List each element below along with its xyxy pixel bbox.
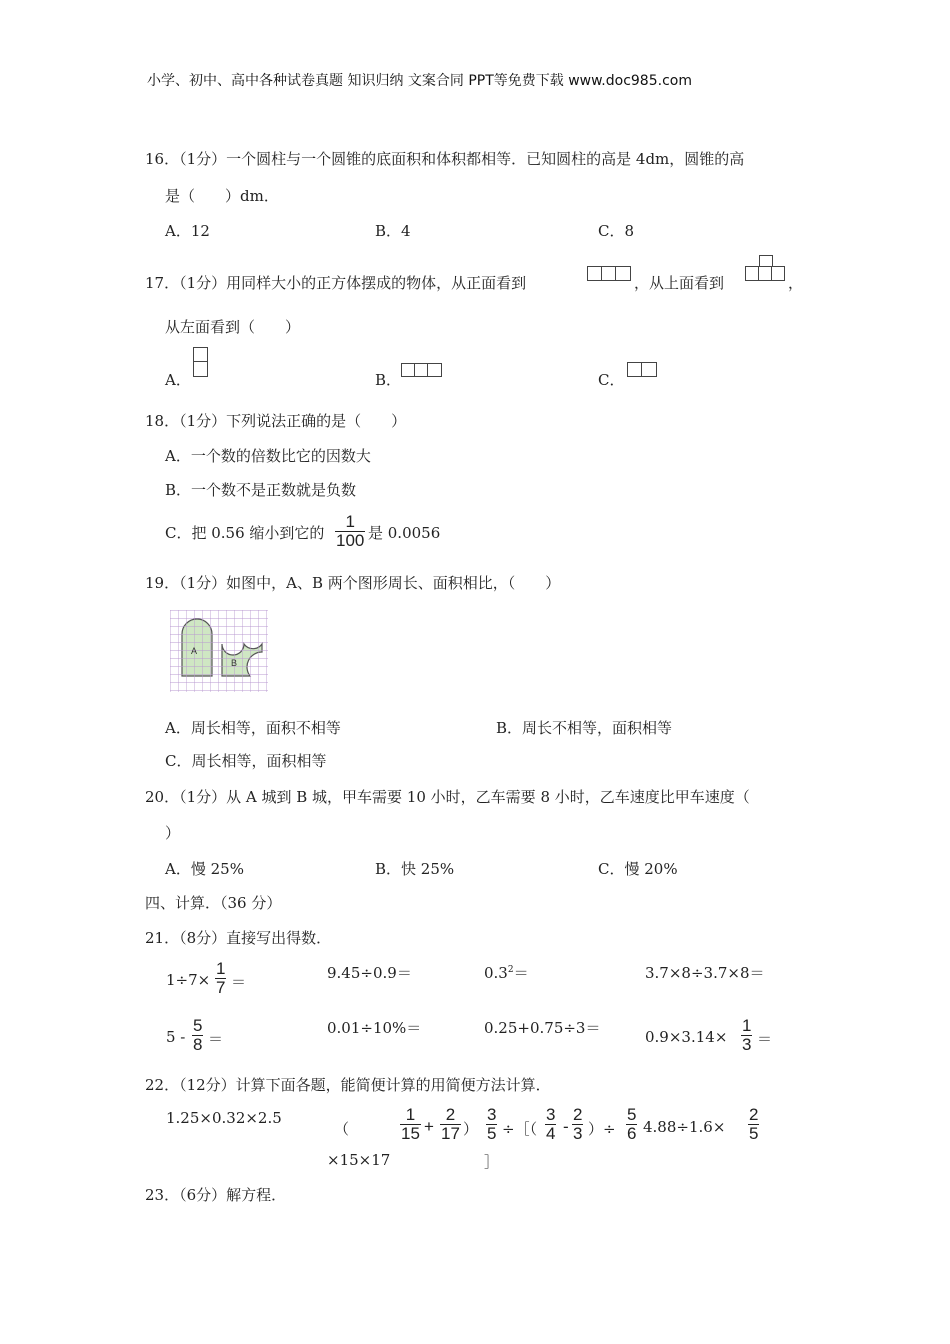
q22-expr2-fraction2 <box>440 1106 461 1143</box>
q22-expr2-tail: ×15×17 <box>327 1151 391 1169</box>
expr3-base: 0.3 <box>484 964 508 982</box>
q21-expr5-pre: 5 - <box>166 1028 186 1046</box>
fraction-numerator: 5 <box>193 1016 203 1035</box>
fraction-numerator: 3 <box>487 1105 497 1124</box>
fraction-denominator: 6 <box>627 1124 637 1143</box>
fraction-denominator: 15 <box>401 1124 420 1143</box>
fraction-denominator: 3 <box>742 1035 752 1054</box>
q22-expr3-div: ÷［（ <box>502 1120 538 1138</box>
q22-expr3-fraction4 <box>626 1106 637 1143</box>
fraction-numerator: 1 <box>405 1105 416 1124</box>
q20-option-a: A．慢 25% <box>165 860 244 878</box>
q22-expr4-fraction <box>748 1106 759 1143</box>
fraction-denominator: 5 <box>487 1124 497 1143</box>
q22-expr2-plus: + <box>424 1117 434 1136</box>
fraction-denominator: 7 <box>216 978 226 997</box>
fraction-denominator: 3 <box>573 1124 583 1143</box>
q18-option-a: A．一个数的倍数比它的因数大 <box>165 447 371 465</box>
q22-expr4-pre: 4.88÷1.6× <box>643 1118 726 1136</box>
q20-option-c: C．慢 20% <box>598 860 678 878</box>
q16-stem-line1: 16．（1分）一个圆柱与一个圆锥的底面积和体积都相等．已知圆柱的高是 4dm，圆锥的高 <box>145 150 745 168</box>
q22-expr1: 1.25×0.32×2.5 <box>166 1109 282 1127</box>
q21-stem: 21．（8分）直接写出得数． <box>145 929 332 947</box>
q17-stem-part1: 17．（1分）用同样大小的正方体摆成的物体，从正面看到 <box>145 274 527 292</box>
q21-expr8-post: ＝ <box>757 1030 773 1048</box>
fraction-denominator: 4 <box>546 1124 556 1143</box>
fraction-numerator: 2 <box>749 1105 759 1124</box>
page-header: 小学、初中、高中各种试卷真题 知识归纳 文案合同 PPT等免费下载 www.doc985.com <box>147 73 692 89</box>
fraction-denominator: 100 <box>336 531 365 550</box>
expr3-exponent: 2 <box>507 965 514 975</box>
expr3-equals: ＝ <box>513 964 529 982</box>
q18-option-c-tail: 是 0.0056 <box>368 524 441 542</box>
q19-grid-figure <box>170 610 268 692</box>
q23-stem: 23．（6分）解方程． <box>145 1186 287 1204</box>
q21-expr6: 0.01÷10%＝ <box>327 1019 422 1037</box>
q17-option-a: A． <box>165 371 191 389</box>
q17-stem-part2: ，从上面看到 <box>634 274 725 292</box>
q16-option-c: C．8 <box>598 222 635 240</box>
q20-option-b: B．快 25% <box>375 860 455 878</box>
q16-option-a: A．12 <box>165 222 210 240</box>
q16-stem-line2: 是（ ）dm． <box>165 187 279 205</box>
shape-a-label: A <box>191 646 198 656</box>
q21-expr2: 9.45÷0.9＝ <box>327 964 412 982</box>
q21-expr5-post: ＝ <box>208 1030 224 1048</box>
q19-option-b: B．周长不相等，面积相等 <box>496 719 673 737</box>
q22-expr2-open: （ <box>334 1120 350 1138</box>
q21-expr1-pre: 1÷7× <box>166 971 211 989</box>
q19-option-a: A．周长相等，面积不相等 <box>165 719 341 737</box>
q18-stem: 18．（1分）下列说法正确的是（ ） <box>145 412 407 430</box>
fraction-numerator: 1 <box>216 959 226 978</box>
q18-fraction <box>335 513 365 550</box>
q18-option-b: B．一个数不是正数就是负数 <box>165 481 357 499</box>
q17-option-b: B． <box>375 371 402 389</box>
q21-expr3 <box>484 962 529 983</box>
q20-stem-line1: 20．（1分）从 A 城到 B 城，甲车需要 10 小时，乙车需要 8 小时，乙车速度比甲车速度（ <box>145 788 750 806</box>
q21-expr8-pre: 0.9×3.14× <box>645 1028 728 1046</box>
fraction-denominator: 5 <box>749 1124 759 1143</box>
q22-expr3-fraction3 <box>572 1106 583 1143</box>
q17-stem-line2: 从左面看到（ ） <box>165 318 301 336</box>
fraction-numerator: 1 <box>742 1016 752 1035</box>
q22-expr2-close: ） <box>463 1120 479 1138</box>
fraction-numerator: 5 <box>627 1105 637 1124</box>
q22-expr2-fraction1 <box>400 1106 421 1143</box>
q21-expr1-fraction <box>215 960 226 997</box>
fraction-denominator: 8 <box>193 1035 203 1054</box>
q22-expr3-end: ］ <box>484 1153 500 1171</box>
fraction-numerator: 1 <box>345 512 355 531</box>
q18-option-c-text: C．把 0.56 缩小到它的 <box>165 524 325 542</box>
q21-expr5-fraction <box>192 1017 203 1054</box>
fraction-numerator: 2 <box>573 1105 583 1124</box>
q21-expr1-post: ＝ <box>231 973 247 991</box>
q22-expr3-close: ）÷ <box>588 1120 616 1138</box>
q21-expr7: 0.25+0.75÷3＝ <box>484 1019 601 1037</box>
shape-b-label: B <box>231 658 238 668</box>
q17-option-c: C． <box>598 371 625 389</box>
fraction-numerator: 2 <box>445 1105 456 1124</box>
fraction-numerator: 3 <box>546 1105 556 1124</box>
q22-stem: 22．（12分）计算下面各题，能简便计算的用简便方法计算． <box>145 1076 551 1094</box>
q21-expr8-fraction <box>741 1017 752 1054</box>
q22-expr3-fraction1 <box>486 1106 497 1143</box>
q19-option-c: C．周长相等，面积相等 <box>165 752 327 770</box>
q19-stem: 19．（1分）如图中，A、B 两个图形周长、面积相比，（ ） <box>145 574 561 592</box>
q20-stem-line2: ） <box>165 824 181 842</box>
q16-option-b: B．4 <box>375 222 411 240</box>
q17-stem-part3: ， <box>788 274 804 292</box>
fraction-denominator: 17 <box>441 1124 460 1143</box>
q21-expr4: 3.7×8÷3.7×8＝ <box>645 964 765 982</box>
q22-expr3-minus: - <box>563 1117 569 1136</box>
q22-expr3-fraction2 <box>545 1106 556 1143</box>
section-heading: 四、计算．（36 分） <box>145 894 282 912</box>
